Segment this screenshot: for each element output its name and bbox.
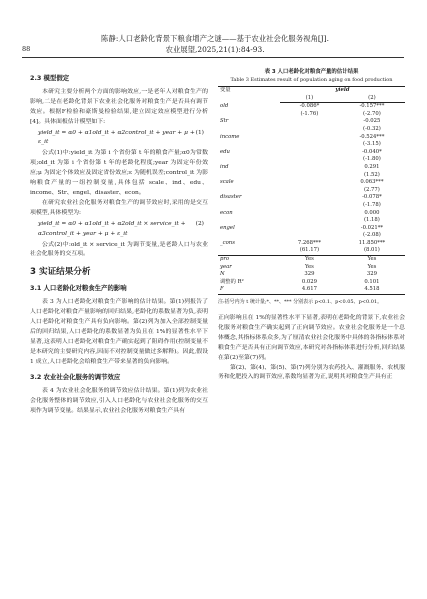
table-footer-row	[218, 264, 405, 272]
header-variable: 变量	[218, 87, 280, 95]
row-value-col-2: 11.850***	[358, 239, 386, 246]
regression-table-body	[218, 87, 405, 295]
row-value-col-2: Yes	[339, 256, 405, 264]
right-column	[218, 68, 405, 383]
row-variable: income	[220, 133, 240, 140]
table-row	[218, 103, 405, 111]
row-variable	[218, 217, 280, 225]
equation-2-number: (2)	[195, 220, 204, 227]
row-variable: 调整的 R²	[220, 278, 244, 285]
row-value-col-2: (-2.70)	[363, 110, 381, 117]
header-dependent: yield	[280, 87, 405, 95]
paragraph-moderation-intro: 表 4 为农业社会化服务的调节效应估计结果。第(1)列为农业社会化服务整体的调节效应,引入人口老龄化与农业社会化服务的交互项作为调节变量。结果显示,农业社会化服务对粮食生产具有	[30, 388, 208, 415]
section-3-heading: 3 实证结果分析	[30, 267, 91, 278]
header-col-1: (1)	[280, 95, 339, 103]
table-subheader-row	[218, 95, 405, 103]
row-value-col-2: -0.021**	[360, 224, 384, 231]
table-row	[218, 126, 405, 134]
row-value-col-2: -0.025	[363, 118, 381, 125]
row-value-col-1: (-1.76)	[300, 110, 319, 117]
table-row	[218, 156, 405, 164]
row-value-col-1	[280, 217, 339, 225]
row-value-col-2: (-2.08)	[363, 232, 381, 239]
row-value-col-2: (-0.32)	[363, 125, 381, 132]
row-value-col-2: 0.291	[364, 163, 380, 170]
row-value-col-1: 7.268***	[297, 239, 321, 246]
header-rule	[22, 57, 404, 58]
right-column-text	[218, 314, 405, 383]
page-number: 88	[22, 45, 31, 53]
table-row	[218, 202, 405, 210]
row-value-col-2: (-3.15)	[363, 141, 381, 148]
row-variable: econ	[220, 209, 233, 216]
table-footer-row	[218, 256, 405, 264]
row-value-col-1	[280, 118, 339, 126]
paragraph-moderation-continued: 正向影响且在 1%的显著性水平下显著,表明在老龄化的背景下,农业社会化服务对粮食生产确实起到了正向调节效应。农业社会化服务是一个总体概念,其指标体系众多,为了厘清农业社会化服务中具体的各指标体系对粮食生产是否具有正向调节效应,本研究对各指标体系进行分析,回归结果在第(2)至第(7)列。	[218, 315, 405, 361]
row-value-col-2: -0.524***	[359, 133, 385, 140]
row-value-col-2: 329	[366, 271, 377, 278]
row-variable: Str	[220, 118, 229, 125]
table-row	[218, 210, 405, 218]
row-value-col-2: (2.77)	[363, 186, 380, 193]
row-variable: disaster	[220, 194, 242, 201]
row-value-col-1	[280, 194, 339, 202]
row-variable: pro	[218, 256, 280, 264]
table-footer-row	[218, 279, 405, 287]
table-3-title-en: Table 3 Estimates result of population aging on food production	[230, 77, 393, 83]
table-row	[218, 111, 405, 119]
row-value-col-2: (8.01)	[363, 247, 380, 254]
table-header-row	[218, 87, 405, 95]
row-value-col-1	[280, 134, 339, 142]
row-variable: engel	[220, 224, 235, 231]
row-value-col-1	[280, 210, 339, 218]
row-variable	[218, 172, 280, 180]
table-row	[218, 179, 405, 187]
table-row	[218, 172, 405, 180]
table-row	[218, 247, 405, 255]
row-variable	[218, 141, 280, 149]
row-value-col-1: 329	[304, 271, 315, 278]
row-value-col-1: Yes	[304, 263, 314, 270]
paragraph-interaction-intro: 在研究农业社会化服务对粮食生产的调节效应时,采用的是交互项模型,具体模型为:	[30, 199, 208, 216]
row-variable: ind	[220, 163, 229, 170]
row-value-col-2: -0.157***	[359, 103, 385, 110]
paragraph-subindicators: 第(2)、第(4)、第(5)、第(7)列分别为农药投入、灌溉服务、农机服务和化肥投入的调节效应,系数均显著为正,说明其对粮食生产具有正	[218, 364, 405, 381]
citation-line-1: 陈静:人口老龄化背景下粮食增产之谜——基于农业社会化服务视角[J].	[101, 34, 329, 43]
row-variable	[218, 111, 280, 119]
row-value-col-1	[280, 149, 339, 157]
row-value-col-1	[280, 179, 339, 187]
row-value-col-1	[280, 232, 339, 240]
row-value-col-2: (-1.78)	[363, 201, 381, 208]
equation-1-number: (1)	[195, 129, 204, 136]
section-3-1-heading: 3.1 人口老龄化对粮食生产的影响	[30, 284, 127, 293]
header-col-2: (2)	[339, 95, 405, 103]
row-variable	[218, 126, 280, 134]
paragraph-model-intro: 本研究主要分析两个方面的影响效应,一是老年人对粮食生产的影响,二是在老龄化背景下农业社会化服务对粮食生产是否具有调节效应。根据F检验和豪斯曼检验结果,建立固定效应模型进行分析[4]。具体面板估计模型如下:	[30, 88, 208, 125]
row-variable	[218, 202, 280, 210]
row-value-col-2: 0.063***	[360, 179, 384, 186]
left-column	[30, 68, 208, 417]
row-variable	[218, 232, 280, 240]
table-row	[218, 118, 405, 126]
row-value-col-2: (-1.80)	[363, 156, 381, 163]
equation-2-body: yield_it = α0 + α1old_it + α2old_it × service_it + α3control_it + year + μ + ε_it	[38, 220, 186, 237]
row-variable: N	[220, 271, 225, 278]
citation-line-2: 农业展望,2025,21(1):84-93.	[165, 45, 265, 54]
table-footer-row	[218, 286, 405, 294]
row-variable: old	[220, 102, 229, 109]
row-variable	[218, 247, 280, 255]
row-variable: edu	[220, 148, 230, 155]
row-variable: year	[220, 263, 232, 270]
paragraph-eq1-explanation: 公式(1)中:yield_it 为第 i 个省份第 t 年的粮食产量;α0为常数项;old_it 为第 i 个省份第 t 年的老龄化程度;year 为固定年份效应;μ 为固定个体效应及固定省份效应;ε 为随机误差;control_it 为影响粮食产量的一组控制变量,具体包括 scale、ind、edu、income、Str、engel、disaster、econ。	[30, 150, 208, 196]
row-value-col-2: 0.101	[364, 278, 380, 285]
row-value-col-2: 0.000	[364, 209, 380, 216]
row-value-col-1	[280, 172, 339, 180]
row-variable	[218, 156, 280, 164]
row-value-col-1: -0.086*	[299, 103, 320, 110]
row-value-col-1	[280, 187, 339, 195]
row-value-col-2: -0.040*	[362, 148, 382, 155]
row-value-col-1	[280, 164, 339, 172]
row-value-col-1: 4.617	[280, 286, 339, 294]
row-value-col-1	[280, 156, 339, 164]
row-value-col-2: Yes	[367, 263, 377, 270]
row-value-col-2: (1.18)	[363, 217, 380, 224]
table-row	[218, 164, 405, 172]
row-value-col-1: 0.029	[301, 278, 317, 285]
row-value-col-1	[280, 202, 339, 210]
table-note: 注:括号内为 t 统计量;*、**、*** 分别表示 p<0.1、p<0.05、p<0.01。	[218, 299, 383, 306]
table-row	[218, 217, 405, 225]
paragraph-aging-results: 表 3 为人口老龄化对粮食生产影响的估计结果。第(1)列报告了人口老龄化对粮食产量影响的回归结果,老龄化的系数显著为负,表明人口老龄化对粮食生产具有负向影响。第(2)列为加入全部控制变量后的回归结果,人口老龄化的系数显著为负且在 1%的显著性水平下显著,这表明人口老龄化对粮食生产确实起到了阻碍作用(控制变量不是本研究的主要研究内容,因而不对控制变量做过多解释)。因此,假设 1 成立,人口老龄化会给粮食生产带来显著的负向影响。	[30, 299, 208, 365]
row-variable: F	[218, 286, 280, 294]
row-value-col-1: (61.17)	[299, 247, 320, 254]
row-variable	[218, 187, 280, 195]
table-row	[218, 232, 405, 240]
table-row	[218, 194, 405, 202]
row-value-col-1: Yes	[280, 256, 339, 264]
row-variable: _cons	[220, 239, 235, 246]
paragraph-eq2-explanation: 公式(2)中:old_it × service_it 为调节变量,是老龄人口与农业社会化服务的交互项。	[30, 241, 208, 258]
regression-table	[218, 86, 405, 295]
row-value-col-1	[280, 225, 339, 233]
row-value-col-2: 4.518	[339, 286, 405, 294]
row-value-col-1	[280, 141, 339, 149]
equation-1	[30, 128, 208, 150]
table-row	[218, 187, 405, 195]
table-3-title-cn: 表 3 人口老龄化对粮食产量的估计结果	[264, 69, 359, 75]
header-citation	[30, 33, 400, 55]
row-value-col-1	[280, 126, 339, 134]
row-value-col-2: (1.52)	[363, 171, 380, 178]
equation-1-body: yield_it = α0 + α1old_it + α2control_it + year + μ + ε_it	[38, 129, 195, 146]
subheader-blank	[218, 95, 280, 103]
table-row	[218, 141, 405, 149]
section-3-2-heading: 3.2 农业社会化服务的调节效应	[30, 373, 121, 382]
table-footer-row	[218, 271, 405, 279]
equation-2	[30, 219, 208, 241]
section-2-3-heading: 2.3 模型假定	[30, 74, 70, 82]
row-value-col-2: -0.078*	[362, 194, 382, 201]
row-variable: scale	[220, 179, 234, 186]
